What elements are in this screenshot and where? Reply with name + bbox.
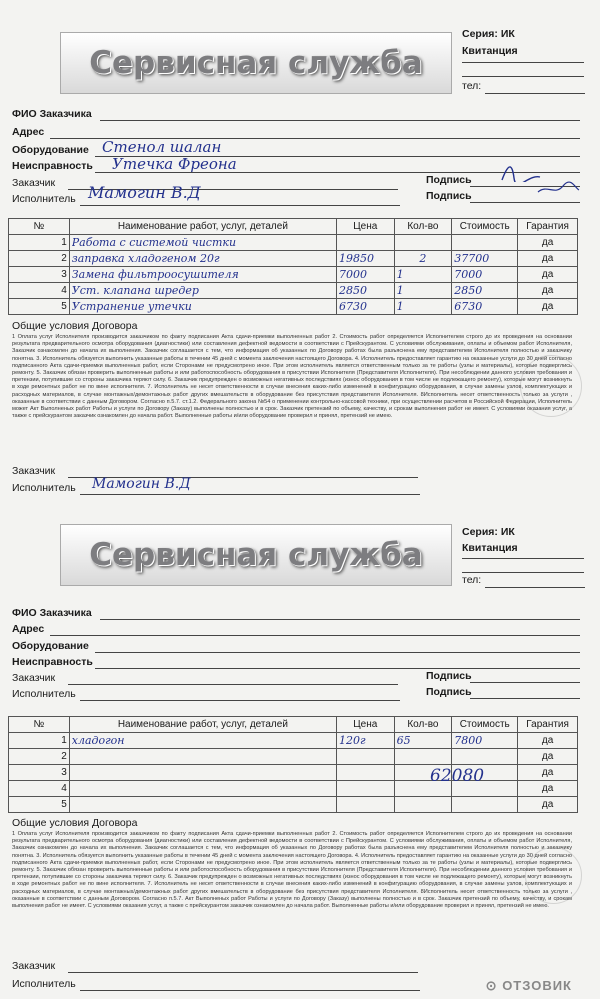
- bottom-executor-line: [80, 990, 420, 991]
- col-warranty-header: Гарантия: [518, 717, 578, 733]
- table-row: [9, 299, 578, 315]
- col-qty-header: Кол-во: [394, 717, 452, 733]
- signature-label-1: Подпись: [426, 670, 472, 682]
- series-line: [462, 62, 584, 63]
- terms-text: 1 Оплата услуг Исполнителя производится заказчиком по факту подписания Акта сдачи-приемки выполненных работ 2. Стоимость работ определяется Исполнителем строго до их проведения на основании результата предварительного осмотра оборудования (диагностики) или составления дефектной ведомости в соответствии с Прейскурантом. С условиями обслуживания, оплаты и объемом работ Исполнителя, Заказчик ознакомлен до начала их выполнения. Заказчик соглашается с тем, что информация об указанных по Договору работах была разъяснена ему представителем Исполнителя полностью и заказчику понятна. 3. Исполнитель обязуется выполнить указанные работы в течении 45 дней с момента заключения настоящего Договора. 4. Исполнитель предоставляет гарантию на оказанные услуги до 30 дней согласно подписанного Акта сдачи-приемки выполненных работ, если Сторонами не предусмотрено иное. При этом исполнитель является ответственным только за те работы (узлы и материалы), которые подверглись ремонту. 5. Заказчик обязан проверить выполненные работы и или работоспособность оборудования в присутствии Исполнителя (Представителя Исполнителя). При несоблюдении данного условия требования и претензии, потупившие со стороны заказчика теряют силу. 6. Заказчик предупрежден о возможных негативных последствиях (износ оборудования в том числе не подлежащего ремонту), которые могут возникнуть в ходе ремонтных работ не по вине исполнителя. 7. Исполнитель не несет ответственности в случае внесения каких-либо изменений в конфигурацию оборудования, в случае замены узлов, комплектующих и расходных материалов, в случае монтажных/демонтажных работ других вмешательств в оборудование без присутствия представителя Исполнителя. 8Исполнитель несет ответственность только за услуги , оказанные в соответствии с данным Договором. Согласно п.5.7. Акт Выполненых работ Работы и услуги по Договору (Заказу) выполнены полностью и в срок. Заказчик претензий по объему, качеству, и срокам выполнения работ не имеет. С условиями оказания услуг, а также с прейскурантом заказчик ознакомлен до начала работ. Выполненные работы и/или оборудование проверил и принял, претензий не имею.: [12, 831, 572, 910]
- row-qty: 1: [396, 268, 404, 281]
- col-price-header: Цена: [336, 717, 394, 733]
- row-price: 6730: [338, 300, 367, 313]
- table-row: [9, 235, 578, 251]
- signature-line-2: [470, 202, 580, 203]
- row-warranty: да: [518, 235, 578, 251]
- row-name: Уст. клапана шредер: [71, 284, 199, 297]
- row-number: 5: [9, 797, 70, 813]
- fault-handwritten: Утечка Фреона: [112, 155, 237, 173]
- col-warranty-header: Гарантия: [518, 219, 578, 235]
- row-name: Работа с системой чистки: [71, 236, 237, 249]
- phone-line: [485, 587, 585, 588]
- row-warranty: да: [518, 781, 578, 797]
- address-label: Адрес: [12, 623, 45, 635]
- customer-name-line: [100, 619, 580, 620]
- row-name: заправка хладогеном 20г: [71, 252, 220, 265]
- bottom-customer-label: Заказчик: [12, 465, 56, 477]
- series-line: [462, 558, 584, 559]
- row-price: 2850: [338, 284, 367, 297]
- row-number: 2: [9, 749, 70, 765]
- row-qty: 65: [396, 734, 411, 747]
- row-cost: 7800: [454, 734, 483, 747]
- table-row: [9, 283, 578, 299]
- table-row: [9, 267, 578, 283]
- col-name-header: Наименование работ, услуг, деталей: [69, 219, 336, 235]
- terms-title: Общие условия Договора: [12, 817, 138, 829]
- receipt-form-top: [0, 0, 600, 497]
- table-row: [9, 797, 578, 813]
- equipment-line: [95, 652, 580, 653]
- works-table: [8, 218, 578, 315]
- receipt-label: Квитанция: [462, 542, 518, 554]
- works-table: [8, 716, 578, 813]
- bottom-customer-line: [68, 972, 418, 973]
- total-handwritten: 62080: [430, 766, 485, 786]
- customer-line: [68, 684, 398, 685]
- banner-title: Сервисная служба: [60, 524, 452, 586]
- row-warranty: да: [518, 797, 578, 813]
- row-number: 4: [9, 283, 70, 299]
- fault-label: Неисправность: [12, 160, 93, 172]
- row-number: 3: [9, 267, 70, 283]
- receipt-form-bottom: [0, 502, 600, 999]
- table-row: [9, 765, 578, 781]
- executor-label: Исполнитель: [12, 193, 76, 205]
- bottom-executor-label: Исполнитель: [12, 482, 76, 494]
- receipt-label: Квитанция: [462, 45, 518, 57]
- receipt-line: [462, 76, 584, 77]
- row-number: 3: [9, 765, 70, 781]
- executor-line: [80, 205, 400, 206]
- address-line: [50, 635, 580, 636]
- row-warranty: да: [518, 733, 578, 749]
- col-number-header: №: [9, 717, 70, 733]
- row-number: 1: [9, 733, 70, 749]
- table-row: [9, 251, 578, 267]
- table-row: [9, 733, 578, 749]
- terms-text: 1 Оплата услуг Исполнителя производится заказчиком по факту подписания Акта сдачи-приемки выполненных работ 2. Стоимость работ определяется Исполнителем строго до их проведения на основании результата предварительного осмотра оборудования (диагностики) или составления дефектной ведомости в соответствии с Прейскурантом. С условиями обслуживания, оплаты и объемом работ Исполнителя, Заказчик ознакомлен до начала их выполнения. Заказчик соглашается с тем, что информация об указанных по Договору работах была разъяснена ему представителем Исполнителя полностью и заказчику понятна. 3. Исполнитель обязуется выполнить указанные работы в течении 45 дней с момента заключения настоящего Договора. 4. Исполнитель предоставляет гарантию на оказанные услуги до 30 дней согласно подписанного Акта сдачи-приемки выполненных работ, если Сторонами не предусмотрено иное. При этом исполнитель является ответственным только за те работы (узлы и материалы), которые подверглись ремонту. 5. Заказчик обязан проверить выполненные работы и или работоспособность оборудования в присутствии Исполнителя (Представителя Исполнителя). При несоблюдении данного условия требования и претензии, потупившие со стороны заказчика теряют силу. 6. Заказчик предупрежден о возможных негативных последствиях (износ оборудования в том числе не подлежащего ремонту), которые могут возникнуть в ходе ремонтных работ не по вине исполнителя. 7. Исполнитель не несет ответственности в случае внесения каких-либо изменений в конфигурацию оборудования, в случае замены узлов, комплектующих и расходных материалов, в случае монтажных/демонтажных работ других вмешательств в оборудование без присутствия представителя Исполнителя. 8Исполнитель несет ответственность только за услуги , оказанные в соответствии с данным Договором. Согласно п.5.7. ст.1.2. Федерального закона №54 о применении контрольно-кассовой техники, при осуществлении расчетов в Российской Федерации, Исполнитель может Акт Выполненых работ Работы и услуги по Договору (Заказу) выполнены полностью и в срок. Заказчик претензий по объему, качеству, и срокам выполнения работ не имеет. С условиями оказания услуг, а также с прейскурантом заказчик ознакомлен до начала работ. Выполненные работы и/или оборудование проверил и принял, претензий не имею.: [12, 334, 572, 420]
- table-row: [9, 749, 578, 765]
- watermark-text: ОТЗОВИК: [502, 978, 572, 993]
- row-warranty: да: [518, 251, 578, 267]
- col-number-header: №: [9, 219, 70, 235]
- fault-label: Неисправность: [12, 656, 93, 668]
- row-qty: 1: [396, 284, 404, 297]
- row-qty: 1: [396, 300, 404, 313]
- phone-label: тел:: [462, 574, 482, 586]
- row-price: 7000: [338, 268, 367, 281]
- stamp-mark: [525, 847, 582, 904]
- row-cost: 37700: [454, 252, 490, 265]
- col-cost-header: Стоимость: [452, 219, 518, 235]
- row-warranty: да: [518, 749, 578, 765]
- equipment-label: Оборудование: [12, 640, 89, 652]
- bottom-executor-handwritten: Мамогин В.Д: [92, 476, 191, 492]
- bottom-customer-label: Заказчик: [12, 960, 56, 972]
- signature-label-1: Подпись: [426, 174, 472, 186]
- table-header-row: [9, 717, 578, 733]
- table-header-row: [9, 219, 578, 235]
- row-cost: 2850: [454, 284, 483, 297]
- equipment-handwritten: Стенол шалан: [102, 138, 222, 156]
- row-number: 4: [9, 781, 70, 797]
- table-row: [9, 781, 578, 797]
- banner-title: Сервисная служба: [60, 32, 452, 94]
- row-number: 1: [9, 235, 70, 251]
- col-qty-header: Кол-во: [394, 219, 452, 235]
- row-cost: 7000: [454, 268, 483, 281]
- stamp-mark: [520, 355, 582, 417]
- series-label: Серия: ИК: [462, 526, 515, 538]
- phone-label: тел:: [462, 80, 482, 92]
- terms-title: Общие условия Договора: [12, 320, 138, 332]
- customer-name-line: [100, 120, 580, 121]
- customer-label: Заказчик: [12, 177, 56, 189]
- equipment-label: Оборудование: [12, 144, 89, 156]
- row-number: 5: [9, 299, 70, 315]
- fault-line: [95, 668, 580, 669]
- address-label: Адрес: [12, 126, 45, 138]
- signature-label-2: Подпись: [426, 190, 472, 202]
- signature-line-2: [470, 698, 580, 699]
- row-cost: 6730: [454, 300, 483, 313]
- receipt-line: [462, 572, 584, 573]
- watermark-logo: ⊙ ОТЗОВИК: [485, 978, 572, 993]
- row-warranty: да: [518, 283, 578, 299]
- row-name: Замена фильтроосушителя: [71, 268, 239, 281]
- customer-label: Заказчик: [12, 672, 56, 684]
- series-label: Серия: ИК: [462, 28, 515, 40]
- customer-name-label: ФИО Заказчика: [12, 108, 92, 120]
- bottom-executor-line: [80, 494, 420, 495]
- signature-label-2: Подпись: [426, 686, 472, 698]
- col-name-header: Наименование работ, услуг, деталей: [69, 717, 336, 733]
- bottom-executor-label: Исполнитель: [12, 978, 76, 990]
- signature-mark-2: [535, 178, 580, 200]
- row-warranty: да: [518, 299, 578, 315]
- row-warranty: да: [518, 267, 578, 283]
- row-price: 120г: [338, 734, 366, 747]
- col-cost-header: Стоимость: [452, 717, 518, 733]
- row-number: 2: [9, 251, 70, 267]
- row-name: Устранение утечки: [71, 300, 192, 313]
- customer-name-label: ФИО Заказчика: [12, 607, 92, 619]
- executor-line: [80, 700, 400, 701]
- signature-line-1: [470, 682, 580, 683]
- phone-line: [485, 93, 585, 94]
- col-price-header: Цена: [336, 219, 394, 235]
- row-qty: 2: [419, 252, 427, 265]
- row-price: 19850: [338, 252, 374, 265]
- row-name: хладогон: [71, 734, 125, 747]
- row-warranty: да: [518, 765, 578, 781]
- executor-handwritten: Мамогин В.Д: [88, 183, 201, 202]
- executor-label: Исполнитель: [12, 688, 76, 700]
